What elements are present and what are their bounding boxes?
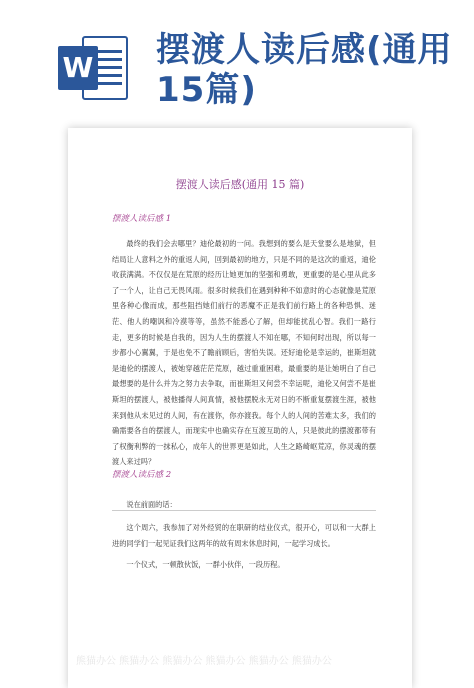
section2-paragraph: 这个周六，我参加了对外经贸的在职研的结业仪式，很开心，可以和一大群上进的同学们一起见证我们这两年的故有周末休息时间，一起学习成长。	[112, 523, 376, 548]
word-badge: W	[58, 46, 98, 90]
section2-line: 一个仪式，一顿散伙饭，一群小伙伴，一段历程。	[126, 560, 285, 569]
page-title: 摆渡人读后感(通用15篇)	[156, 30, 453, 110]
document-title: 摆渡人读后感(通用 15 篇)	[175, 178, 305, 191]
word-document-icon	[58, 36, 130, 100]
section1-heading: 摆渡人读后感 1	[112, 214, 172, 224]
document-page	[68, 128, 412, 688]
section1-paragraph: 最终的我们会去哪里？迪伦最初的一问。我想到的要么是天堂要么是地狱，但结局让人意料之外的重返人间，回到最初的地方，只是不同的是这次的重返，迪伦收获满满。不仅仅是在荒原的经历让她更加的坚强和勇敢，更重要的是心里从此多了一个人，让自己无畏风雨。很多时候我们在遇到种种不如意时的心态就像是荒原里各种心像而成，那些阻挡她们前行的恶魔不正是我们前行路上的各种恐惧、迷茫、他人的嘲讽和冷漠等等，虽然不能悉心了解，但却能扰乱心智。我们一路行走，更多的时候是自我的，因为人生的摆渡人不知在哪，不知何时出现，所以每一步都小心翼翼，于是也免不了瞻前顾后，害怕失误。还好迪伦是幸运的，崔斯坦就是迪伦的摆渡人，被她穿越茫茫荒原，越过重重困难，最重要的是让她明白了自己最想要的是什么并为之努力去争取，而崔斯坦又何尝不幸运呢，迪伦又何尝不是崔斯坦的摆渡人，被他播得人间真情，被他摆脱永无对日的不断重复摆渡生涯，被他来到他从未见过的人间，有在渡你，你亦渡我。每个人的人间的苦难太多，我们的确需要各自的摆渡人，而现实中也确实存在互渡互助的人，只是彼此的摆渡都带有了权衡利弊的一抹私心，成年人的世界更是如此，人生之路崎岖荒凉，你灵魂的摆渡人来过吗？	[112, 239, 376, 467]
header	[0, 0, 474, 120]
section2-intro: 说在前面的话：	[126, 500, 177, 509]
section2-heading: 摆渡人读后感 2	[112, 470, 172, 480]
watermark: 熊猫办公 熊猫办公 熊猫办公 熊猫办公 熊猫办公 熊猫办公	[76, 656, 332, 667]
